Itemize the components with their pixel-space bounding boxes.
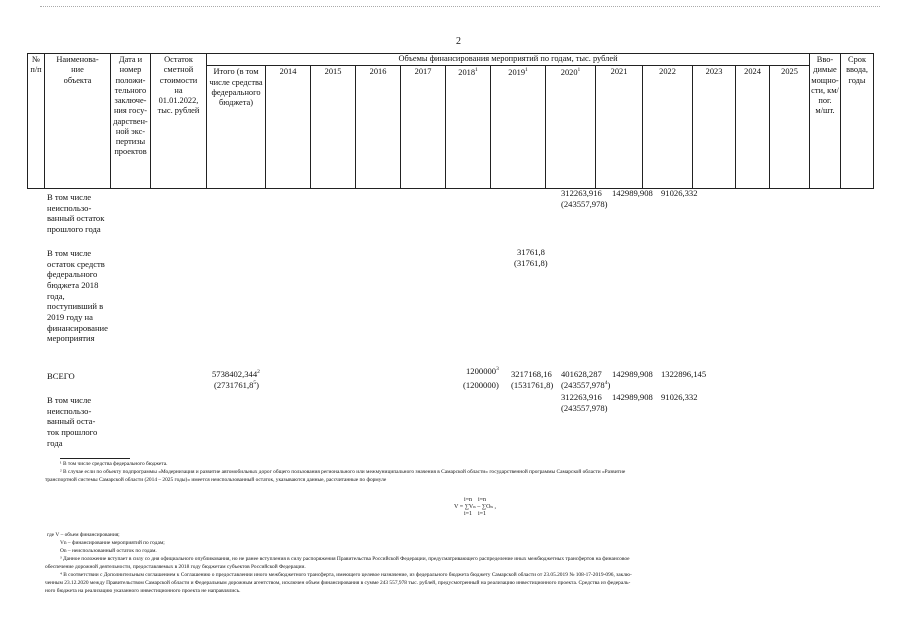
footnote-2-line-2: транспортной системы Самарской области (2014 – 2025 годы)» имеется неиспользованный остаток, указываются данные, рассчитанные по формуле (45, 477, 387, 483)
footnote-1: ¹ В том числе средства федерального бюджета. (60, 461, 168, 467)
col-year-2017: 2017 (401, 66, 446, 189)
row2-2019-federal: (31761,8) (514, 258, 548, 268)
row3-2019-federal: (1531761,8) (511, 380, 554, 390)
row3-total-federal: (2731761,8$^5$) (214, 380, 260, 390)
col-term: Срок ввода, годы (841, 54, 874, 189)
top-scan-marks (40, 0, 880, 7)
col-year-2015: 2015 (311, 66, 356, 189)
footnote-3-line-2: обеспечение дорожной деятельности, предоставляемых в 2018 году бюджетам субъектов Российской Федерации. (45, 564, 306, 570)
footnote-separator (60, 458, 130, 459)
row3-2019-value: 3217168,16 (511, 369, 552, 379)
col-object-name: Наименова- ние объекта (45, 54, 111, 189)
row1-2021-value: 142989,908 (612, 188, 653, 198)
footnote-4-line-3: ного бюджета на реализацию указанного инвестиционного проекта не направлялись. (45, 588, 241, 594)
row4-2020-federal: (243557,978) (561, 403, 608, 413)
where-line-2: Vn – финансирование мероприятий по годам; (60, 540, 165, 546)
row-label-unused-balance-1: В том числе неиспользо-ванный остаток прошлого года (47, 192, 105, 234)
row3-2020-value: 401628,287 (561, 369, 602, 379)
col-expertise-date: Дата и номер положи- тельного заключе- ния госу- дарствен- ной экс- пертизы проектов (111, 54, 151, 189)
row1-2022-value: 91026,332 (661, 188, 698, 198)
where-line-1: где V – объем финансирования; (47, 532, 120, 538)
formula: i=n i=n V = ∑Vₙ – ∑Oₙ , i=1 i=1 (453, 497, 497, 517)
row3-2020-federal: (243557,978$^4$) (561, 380, 611, 390)
footnote-4-line-1: ⁴ В соответствии с Дополнительным соглашением к Соглашению о предоставлении иного межбюджетного трансферта, имеющего целевое назначение, из федерального бюджета бюджету Самарской области от 23.05.2019 № 108-17-2019-096, заклю- (60, 572, 632, 578)
row3-total-value: 5738402,344$^2$ (212, 369, 260, 379)
col-year-2021: 2021 (596, 66, 643, 189)
col-year-2023: 2023 (693, 66, 736, 189)
footnote-2-line-1: ² В случае если по объекту подпрограммы «Модернизация и развитие автомобильных дорог общего пользования регионального или межмуниципального значения в Самарской области» государственной программы Самарской области «Развитие (60, 469, 626, 475)
row3-2018-federal: (1200000) (463, 380, 499, 390)
row4-2022-value: 91026,332 (661, 392, 698, 402)
where-line-3: On – неиспользованный остаток по годам. (60, 548, 157, 554)
row1-2020-value: 312263,916 (561, 188, 602, 198)
row1-2020-federal: (243557,978) (561, 199, 608, 209)
row3-2018-value: 1200000$^3$ (466, 366, 499, 376)
col-no: № п/п (28, 54, 45, 189)
row-label-federal-remainder: В том числе остаток средств федерального бюджета 2018 года, поступивший в 2019 году на финансирование мероприятия (47, 248, 108, 344)
col-year-2022: 2022 (643, 66, 693, 189)
funding-table-header (27, 53, 874, 189)
row-label-unused-balance-2: В том числе неиспользо-ванный оста-ток прошлого года (47, 395, 98, 448)
col-capacity: Вво- димые мощно- сти, км/ пог. м/шт. (810, 54, 841, 189)
row3-2022-value: 1322896,145 (661, 369, 707, 379)
col-estimate-balance: Остаток сметной стоимости на 01.01.2022, тыс. рублей (151, 54, 207, 189)
row4-2021-value: 142989,908 (612, 392, 653, 402)
col-funding-group: Объемы финансирования мероприятий по годам, тыс. рублей (207, 54, 810, 66)
col-year-2020: 2020$^1$ (546, 66, 596, 189)
col-year-2016: 2016 (356, 66, 401, 189)
col-year-2014: 2014 (266, 66, 311, 189)
row4-2020-value: 312263,916 (561, 392, 602, 402)
col-year-2018: 2018$^1$ (446, 66, 491, 189)
col-year-2025: 2025 (770, 66, 810, 189)
footnote-4-line-2: ченным 23.12.2020 между Правительством Самарской области и Федеральным дорожным агентством, исключен объем финансирования в сумме 243 557,978 тыс. рублей, предусмотренный на реализацию инвестиционного проекта. Средства из федераль- (45, 580, 631, 586)
page-number: 2 (456, 36, 461, 47)
col-year-2024: 2024 (736, 66, 770, 189)
row3-2021-value: 142989,908 (612, 369, 653, 379)
col-total: Итого (в том числе средства федерального бюджета) (207, 66, 266, 189)
row2-2019-value: 31761,8 (517, 247, 545, 257)
footnote-3-line-1: ³ Данное положение вступает в силу со дня официального опубликования, но не ранее вступления в силу распоряжения Правительства Российской Федерации, предусматривающего распределение иных межбюджетных трансфертов на финансовое (60, 556, 630, 562)
row-label-total: ВСЕГО (47, 371, 75, 381)
col-year-2019: 2019$^1$ (491, 66, 546, 189)
